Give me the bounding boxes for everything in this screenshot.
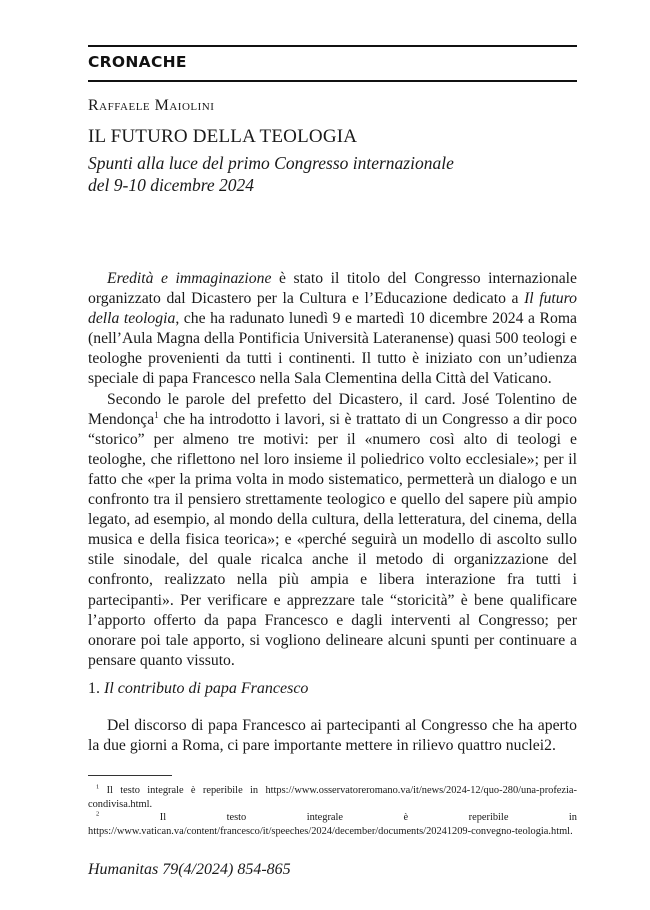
author-name: Raffaele Maiolini <box>88 97 215 114</box>
footnote-2-number: 2 <box>96 810 100 818</box>
paragraph-3-end: . <box>551 737 556 755</box>
paragraph-2-text-b: che ha introdotto i lavori, si è trattato di un Congresso a dir poco “storico” per almeno tre motivi: per il «numero così alto di teologi e teologhe, che riflettono nel loro insieme il poliedrico volto ecclesiale»; per il fatto che «per la prima volta in modo sistematico, permetterà un dialogo e un confronto tra il pensiero strettamente teologico e quello del sapere più ampio legato, ad esempio, al mondo della cultura, della letteratura, del cinema, della musica e della fisica teorica»; e «perché seguirà un modello di ascolto sullo stile sinodale, del quale ricalca anche il metodo di organizzazione del confronto, realizzato nella più ampia e libera interazione fra tutti i partecipanti». Per verificare e apprezzare tale “storicità” è bene qualificare l’apporto offerto da papa Francesco e dagli interventi al Congresso; per onorare poi tale apporto, si vogliono delineare alcuni spunti per continuare a pensare quanto vissuto. <box>88 410 577 669</box>
footnotes <box>88 784 577 838</box>
section-label: CRONACHE <box>88 53 187 71</box>
journal-citation: Humanitas 79(4/2024) 854-865 <box>88 861 291 878</box>
section-title: Il contributo di papa Francesco <box>104 680 309 697</box>
footnote-1-text: Il testo integrale è reperibile in https://www.osservatoreromano.va/it/news/2024-12/quo-280/una-profezia-condivisa.html. <box>88 785 577 810</box>
footnote-ref-2[interactable]: 2 <box>544 737 552 755</box>
footnote-ref-1[interactable]: 1 <box>154 409 159 420</box>
article-title: IL FUTURO DELLA TEOLOGIA <box>88 126 358 147</box>
section-number: 1. <box>88 680 100 697</box>
paragraph-3-text: Del discorso di papa Francesco ai partecipanti al Congresso che ha aperto la due giorni a Roma, ci pare importante mettere in rilievo quattro nuclei <box>88 717 577 755</box>
paragraph-1 <box>88 269 577 390</box>
subtitle-line-1: Spunti alla luce del primo Congresso internazionale <box>88 153 454 173</box>
paragraph-1-text-b: , che ha radunato lunedì 9 e martedì 10 dicembre 2024 a Roma (nell’Aula Magna della Pontificia Università Lateranense) quasi 500 teologi e teologhe provenienti da tutti i continenti. Il tutto è iniziato con un’udienza speciale di papa Francesco nella Sala Clementina della Città del Vaticano. <box>88 310 578 388</box>
article-subtitle <box>88 152 577 196</box>
top-rule <box>88 45 577 47</box>
article-body-continued <box>88 716 577 756</box>
footnote-1-number: 1 <box>96 783 100 791</box>
section-rule <box>88 80 577 82</box>
italic-title: Il futuro della teologia <box>88 290 577 328</box>
footnote-rule <box>88 775 172 776</box>
article-body <box>88 269 577 671</box>
footnote-1 <box>88 784 577 811</box>
lead-italic: Eredità e immaginazione <box>107 270 272 287</box>
paragraph-2-text-a: Secondo le parole del prefetto del Dicastero, il card. José Tolentino de Mendonça <box>88 390 577 428</box>
subtitle-line-2: del 9-10 dicembre 2024 <box>88 175 255 195</box>
paragraph-2 <box>88 390 577 671</box>
paragraph-1-text-a: è stato il titolo del Congresso internazionale organizzato dal Dicastero per la Cultura e l’Educazione dedicato a <box>88 270 577 308</box>
footnote-2 <box>88 811 577 838</box>
paragraph-3 <box>88 716 577 756</box>
section-heading <box>88 680 308 698</box>
footnote-2-text: Il testo integrale è reperibile in https://www.vatican.va/content/francesco/it/speeches/2024/december/documents/20241209-convegno-teologia.html. <box>88 812 577 837</box>
